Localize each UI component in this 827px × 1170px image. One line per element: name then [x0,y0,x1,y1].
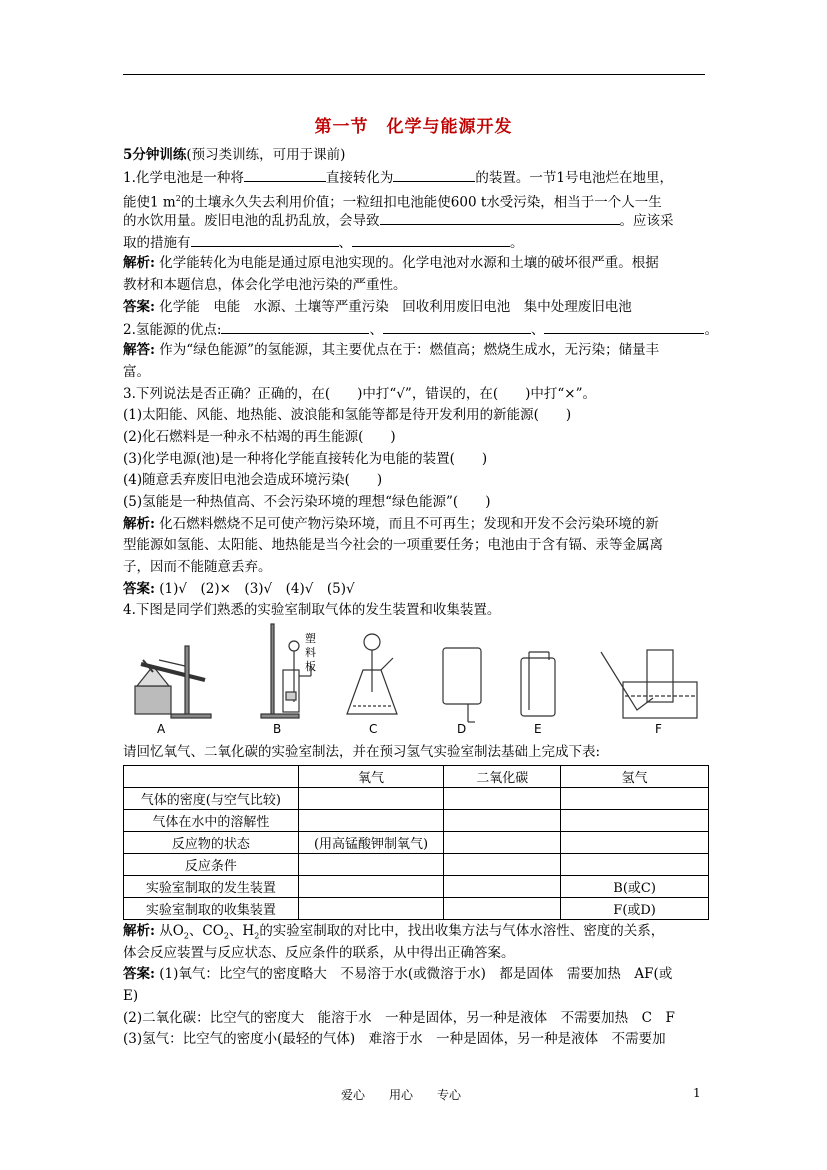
q4-subscript-2: 2 [223,931,229,941]
q1-analysis-2 [123,275,708,297]
q1-text-c: 的装置。一节1号电池烂在地里， [475,169,673,186]
table-header-cell: 氧气 [298,765,444,787]
q1-text-line2b: 的土壤永久失去利用价值；一粒纽扣电池能使600 t水受污染，相当于一个人一生 [180,194,662,211]
table-cell[interactable] [298,853,444,875]
q3-analysis-1 [123,514,708,536]
apparatus-a [135,646,211,718]
q1-answer-label: 答案: [123,298,155,315]
q2-answer-label: 解答: [123,342,155,359]
q2-line-1 [123,319,718,341]
q2-text: 2.氢能源的优点: [123,321,222,338]
table-row-label: 反应物的状态 [124,831,299,853]
figure-text-2: 料 [305,646,316,660]
q3-item-4: (4)随意丢弃废旧电池会造成环境污染( ) [123,472,383,489]
figure-text-1: 塑 [305,632,316,646]
q1-blank-3[interactable] [380,210,620,225]
page-number: 1 [693,1086,701,1100]
q3-intro: 3.下列说法是否正确？正确的，在( )中打“√”，错误的，在( )中打“×”。 [123,385,596,402]
q4-analysis-label: 解析: [123,922,155,939]
q3-item-5: (5)氢能是一种热值高、不会污染环境的理想“绿色能源”( ) [123,494,491,510]
q1-superscript: 2 [175,194,181,204]
q2-sep-2: 、 [530,321,545,338]
apparatus-f [601,650,697,718]
table-cell[interactable] [444,809,561,831]
table-row-label: 气体在水中的溶解性 [124,809,299,831]
figure-label-c: C [369,722,378,737]
q2-answer-1 [123,340,708,362]
q1-text-line4a: 取的措施有 [123,234,191,251]
figure-label-d: D [457,722,467,737]
q4-analysis-text-c: 、H [228,922,255,939]
q3-item-2: (2)化石燃料是一种永不枯竭的再生能源( ) [123,428,396,445]
section-heading-bold: 5分钟训练 [123,147,187,163]
q1-text-a: 1.化学电池是一种将 [123,169,244,186]
q3-analysis-label: 解析: [123,515,155,532]
q1-text-line2a: 能使1 m [123,194,176,211]
q2-blank-1[interactable] [221,319,369,334]
table-cell[interactable] [444,831,561,853]
q1-line-4 [123,232,708,254]
table-cell[interactable] [444,787,561,809]
q4-answer-3: (2)二氧化碳：比空气的密度大 能溶于水 一种是固体，另一种是液体 不需要加热 C F [123,1009,675,1026]
table-cell[interactable]: F(或D) [561,897,709,919]
q1-end: 。 [510,234,524,251]
q1-text-line3a: 的水饮用量。废旧电池的乱扔乱放，会导致 [123,213,380,230]
apparatus-c [347,634,397,714]
q3-analysis-2: 型能源如氢能、太阳能、地热能是当今社会的一项重要任务；电池由于含有镉、汞等金属离 [123,537,663,554]
figure-label-e: E [534,722,542,737]
q1-line-1 [123,167,708,189]
table-cell[interactable] [561,831,709,853]
table-cell[interactable] [298,897,444,919]
q4-answer-2: E) [123,987,139,1004]
table-cell[interactable]: (用高锰酸钾制氧气) [298,831,444,853]
q4-prompt: 请回忆氧气、二氧化碳的实验室制法，并在预习氢气实验室制法基础上完成下表: [123,744,601,761]
q1-separator: 、 [338,234,352,251]
q4-subscript-3: 2 [254,931,260,941]
table-row [124,875,709,897]
q4-answer-1 [123,964,708,986]
footer-motto: 爱心 用心 专心 [341,1088,462,1102]
table-row [124,787,709,809]
q4-analysis-2: 体会反应装置与反应状态、反应条件的联系，从中得出正确答案。 [123,944,515,961]
table-row-label: 实验室制取的收集装置 [124,897,299,919]
q3-item-1: (1)太阳能、风能、地热能、波浪能和氢能等都是待开发利用的新能源( ) [123,407,572,424]
figure-label-f: F [655,722,662,737]
q3-answer-text: (1)√ (2)× (3)√ (4)√ (5)√ [154,580,355,597]
q1-analysis-text-1: 化学能转化为电能是通过原电池实现的。化学电池对水源和土壤的破坏很严重。根据 [154,255,659,272]
q1-blank-1[interactable] [244,167,326,182]
q1-blank-4[interactable] [191,232,339,247]
table-cell[interactable] [561,853,709,875]
q2-answer-2 [123,362,708,384]
table-header-row [124,765,709,787]
q2-end: 。 [704,321,718,338]
apparatus-drawing [123,622,713,742]
table-cell[interactable] [444,897,561,919]
table-header-cell: 氢气 [561,765,709,787]
table-cell[interactable] [298,787,444,809]
table-row-label: 反应条件 [124,853,299,875]
header-rule [123,74,705,75]
table-row [124,853,709,875]
q1-analysis-text-2: 教材和本题信息，体会化学电池污染的严重性。 [123,277,407,294]
q2-sep-1: 、 [369,321,383,338]
table-header-cell: 二氧化碳 [444,765,561,787]
table-row-label: 实验室制取的发生装置 [124,875,299,897]
q4-answer-4: (3)氢气：比空气的密度小(最轻的气体) 难溶于水 一种是固体，另一种是液体 不需要加 [123,1031,666,1048]
table-cell[interactable] [561,809,709,831]
q1-analysis-1 [123,253,708,275]
table-header-cell [124,765,299,787]
q4-subscript-1: 2 [183,931,189,941]
table-row [124,897,709,919]
q1-answer [123,297,708,319]
apparatus-d [443,648,481,722]
figure-label-a: A [157,722,166,737]
table-cell[interactable] [298,809,444,831]
table-cell[interactable] [298,875,444,897]
q1-analysis-label: 解析: [123,255,155,272]
q1-answer-text: 化学能 电能 水源、土壤等严重污染 回收利用废旧电池 集中处理废旧电池 [154,298,632,315]
q3-answer [123,579,708,601]
q4-answer-text-1: (1)氧气：比空气的密度略大 不易溶于水(或微溶于水) 都是固体 需要加热 AF(或 [154,966,673,983]
q1-blank-5[interactable] [352,232,510,247]
apparatus-e [521,652,555,716]
q4-intro: 4.下图是同学们熟悉的实验室制取气体的发生装置和收集装置。 [123,602,501,619]
q1-blank-2[interactable] [393,167,475,182]
page-title: 第一节 化学与能源开发 [314,117,513,137]
table-row [124,831,709,853]
q3-analysis-3: 子，因而不能随意丢弃。 [123,559,272,576]
q3-analysis-text-1: 化石燃料燃烧不足可使产物污染环境，而且不可再生；发现和开发不会污染环境的新 [154,515,659,532]
table-cell[interactable] [444,875,561,897]
document-body [123,145,718,1051]
table-cell[interactable] [561,787,709,809]
q2-blank-2[interactable] [383,319,531,334]
q3-answer-label: 答案: [123,580,155,597]
q1-text-line3b: 。应该采 [619,213,674,230]
q2-answer-text-2: 富。 [123,363,150,380]
table-row [124,809,709,831]
apparatus-b [261,624,311,718]
section-heading [123,145,708,167]
q1-line-3 [123,210,708,232]
figure-text-3: 板 [305,660,316,674]
q4-answer-label: 答案: [123,966,155,983]
gas-comparison-table [123,765,709,920]
q2-answer-text-1: 作为“绿色能源”的氢能源，其主要优点在于：燃值高；燃烧生成水，无污染；储量丰 [154,342,660,359]
figure-label-b: B [273,722,282,737]
table-cell[interactable] [444,853,561,875]
q4-analysis-text-d: 的实验室制取的对比中，找出收集方法与气体水溶性、密度的关系， [259,922,665,939]
q4-analysis-text-a: 从O [154,922,184,939]
q1-text-b: 直接转化为 [325,169,394,186]
q2-blank-3[interactable] [544,319,704,334]
q4-analysis-text-b: 、CO [188,922,224,939]
q3-item-3: (3)化学电源(池)是一种将化学能直接转化为电能的装置( ) [123,450,488,467]
section-heading-rest: (预习类训练，可用于课前) [186,147,346,163]
apparatus-figure [123,622,708,742]
table-cell[interactable]: B(或C) [561,875,709,897]
table-row-label: 气体的密度(与空气比较) [124,787,299,809]
q1-line-2 [123,188,708,210]
q4-analysis-1 [123,921,708,943]
